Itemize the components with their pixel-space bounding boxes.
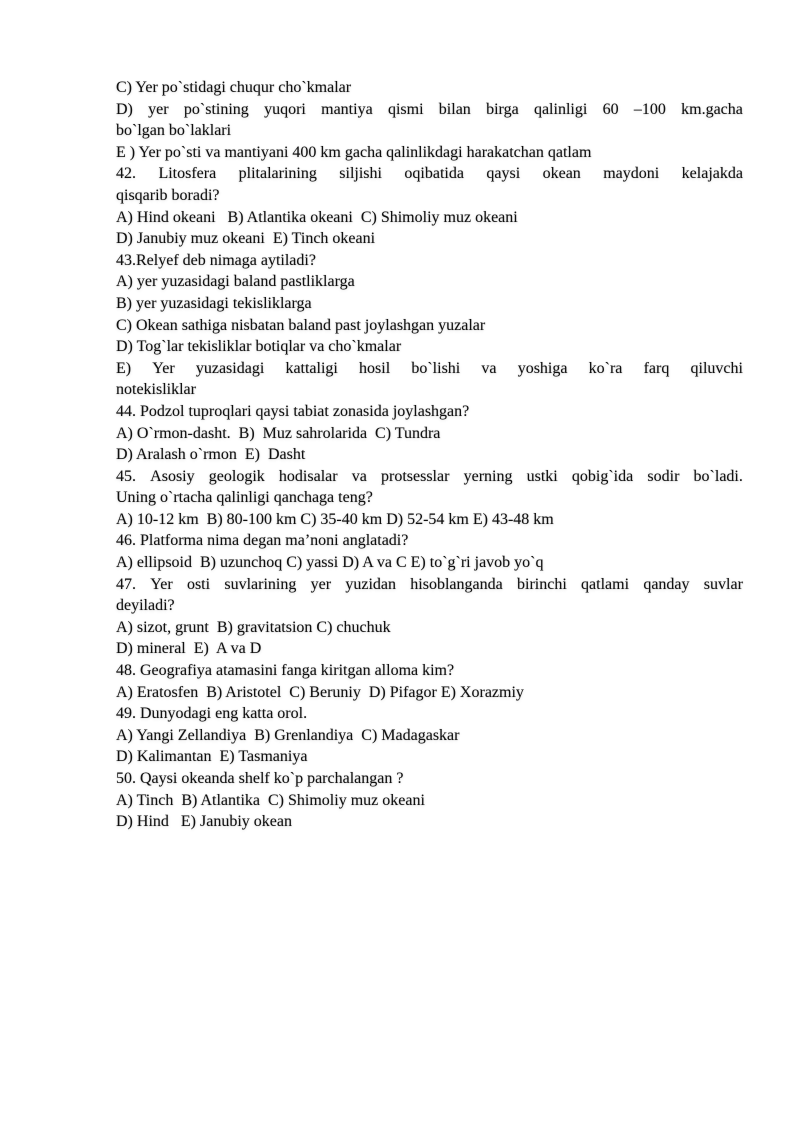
word: km.gacha <box>681 100 743 118</box>
word: 60 <box>602 100 619 118</box>
word: qismi <box>387 100 424 118</box>
answer-option-continuation: bo`lgan bo`laklari <box>116 122 232 140</box>
word: va <box>351 467 367 485</box>
word: yer <box>310 575 332 593</box>
answer-option: A) yer yuzasidagi baland pastliklarga <box>116 273 355 291</box>
question-42-continuation: qisqarib boradi? <box>116 186 220 204</box>
word: protsesslar <box>381 467 450 485</box>
word: E) <box>116 359 132 377</box>
question-45-continuation: Uning o`rtacha qalinligi qanchaga teng? <box>116 489 373 507</box>
word: 47. <box>116 575 136 593</box>
word: oqibatida <box>404 165 464 183</box>
word: bo`lishi <box>411 359 461 377</box>
word: yerning <box>463 467 513 485</box>
answer-options: A) sizot, grunt B) gravitatsion C) chuchuk <box>116 618 391 636</box>
word: osti <box>186 575 211 593</box>
answer-option: C) Okean sathiga nisbatan baland past joylashgan yuzalar <box>116 316 486 334</box>
word: ustki <box>526 467 558 485</box>
question-45 <box>116 466 743 488</box>
question-46: 46. Platforma nima degan ma’noni anglatadi? <box>116 532 409 550</box>
question-47 <box>116 574 743 596</box>
answer-option: C) Yer po`stidagi chuqur cho`kmalar <box>116 79 352 96</box>
word: 45. <box>116 467 136 485</box>
answer-option <box>116 99 743 121</box>
answer-options: A) Eratosfen B) Aristotel C) Beruniy D) Pifagor E) Xorazmiy <box>116 683 524 701</box>
answer-options: A) ellipsoid B) uzunchoq C) yassi D) A va C E) to`g`ri javob yo`q <box>116 554 544 572</box>
word: yuzasidagi <box>195 359 265 377</box>
word: po`stining <box>183 100 249 118</box>
answer-option-continuation: notekisliklar <box>116 381 196 399</box>
word: 42. <box>116 165 136 183</box>
word: yoshiga <box>517 359 568 377</box>
word: siljishi <box>339 165 382 183</box>
word: yuqori <box>264 100 306 118</box>
word: plitalarining <box>238 165 317 183</box>
word: sodir <box>647 467 680 485</box>
word: hisoblanganda <box>410 575 503 593</box>
word: birinchi <box>517 575 567 593</box>
answer-options: A) Tinch B) Atlantika C) Shimoliy muz okeani <box>116 791 425 809</box>
answer-options: D) Hind E) Janubiy okean <box>116 813 292 831</box>
word: bo`ladi. <box>693 467 743 485</box>
word: hosil <box>359 359 391 377</box>
word: kattaligi <box>285 359 338 377</box>
word: Yer <box>150 575 173 593</box>
answer-option: E ) Yer po`sti va mantiyani 400 km gacha qalinlikdagi harakatchan qatlam <box>116 143 592 161</box>
word: yuzidan <box>345 575 397 593</box>
word: D) <box>116 100 133 118</box>
word: qobig`ida <box>571 467 634 485</box>
word: okean <box>542 165 581 183</box>
answer-options: A) O`rmon-dasht. B) Muz sahrolarida C) Tundra <box>116 424 441 442</box>
answer-options: D) Janubiy muz okeani E) Tinch okeani <box>116 230 376 248</box>
answer-options: D) Aralash o`rmon E) Dasht <box>116 446 306 464</box>
answer-options: D) Kalimantan E) Tasmaniya <box>116 748 308 766</box>
question-44: 44. Podzol tuproqlari qaysi tabiat zonasida joylashgan? <box>116 402 470 420</box>
word: suvlar <box>703 575 743 593</box>
answer-option: D) Tog`lar tekisliklar botiqlar va cho`kmalar <box>116 338 402 356</box>
word: Asosiy <box>150 467 195 485</box>
word: yer <box>148 100 169 118</box>
word: va <box>481 359 497 377</box>
word: maydoni <box>603 165 660 183</box>
question-43: 43.Relyef deb nimaga aytiladi? <box>116 251 316 269</box>
word: kelajakda <box>681 165 743 183</box>
word: qaysi <box>486 165 521 183</box>
question-47-continuation: deyiladi? <box>116 597 175 615</box>
word: hodisalar <box>278 467 338 485</box>
word: suvlarining <box>224 575 297 593</box>
word: Yer <box>152 359 175 377</box>
word: geologik <box>208 467 265 485</box>
document-page <box>116 77 743 833</box>
answer-options: A) Hind okeani B) Atlantika okeani C) Shimoliy muz okeani <box>116 208 518 226</box>
word: qalinligi <box>533 100 588 118</box>
question-50: 50. Qaysi okeanda shelf ko`p parchalangan ? <box>116 770 404 787</box>
word: birga <box>486 100 519 118</box>
word: qanday <box>643 575 690 593</box>
question-49: 49. Dunyodagi eng katta orol. <box>116 705 308 723</box>
question-42 <box>116 163 743 185</box>
word: qatlami <box>581 575 630 593</box>
word: mantiya <box>321 100 373 118</box>
answer-option: B) yer yuzasidagi tekisliklarga <box>116 294 312 312</box>
word: qiluvchi <box>690 359 743 377</box>
question-48: 48. Geografiya atamasini fanga kiritgan alloma kim? <box>116 662 455 680</box>
word: –100 <box>633 100 666 118</box>
word: ko`ra <box>588 359 623 377</box>
word: bilan <box>438 100 471 118</box>
answer-options: A) 10-12 km B) 80-100 km C) 35-40 km D) 52-54 km E) 43-48 km <box>116 510 554 528</box>
answer-options: D) mineral E) A va D <box>116 640 262 658</box>
answer-options: A) Yangi Zellandiya B) Grenlandiya C) Madagaskar <box>116 726 460 744</box>
answer-option <box>116 358 743 380</box>
word: Litosfera <box>158 165 217 183</box>
word: farq <box>643 359 670 377</box>
